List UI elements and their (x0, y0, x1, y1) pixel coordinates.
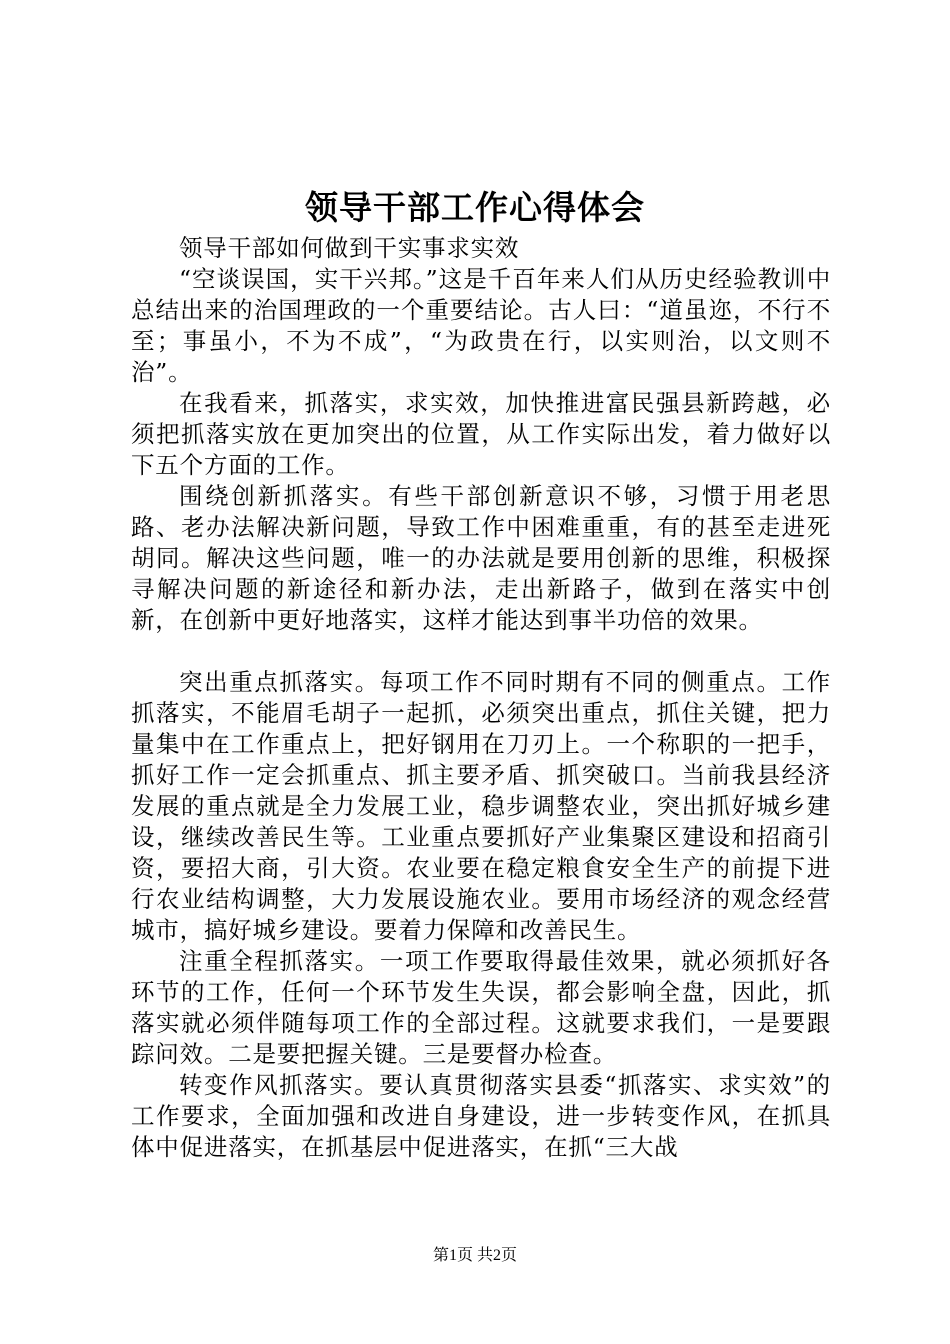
document-title: 领导干部工作心得体会 (305, 188, 645, 227)
paragraph-4: 突出重点抓落实。每项工作不同时期有不同的侧重点。工作抓落实，不能眉毛胡子一起抓，必须突出重点，抓住关键，把力量集中在工作重点上，把好钢用在刀刃上。一个称职的一把手，抓好工作一定会抓重点、抓主要矛盾、抓突破口。当前我县经济发展的重点就是全力发展工业，稳步调整农业，突出抓好城乡建设，继续改善民生等。工业重点要抓好产业集聚区建设和招商引资，要招大商，引大资。农业要在稳定粮食安全生产的前提下进行农业结构调整，大力发展设施农业。要用市场经济的观念经营城市，搞好城乡建设。要着力保障和改善民生。 (131, 668, 831, 944)
paragraph-3: 围绕创新抓落实。有些干部创新意识不够，习惯于用老思路、老办法解决新问题，导致工作中困难重重，有的甚至走进死胡同。解决这些问题，唯一的办法就是要用创新的思维，积极探寻解决问题的新途径和新办法，走出新路子，做到在落实中创新，在创新中更好地落实，这样才能达到事半功倍的效果。 (131, 482, 831, 634)
paragraph-6: 转变作风抓落实。要认真贯彻落实县委“抓落实、求实效”的工作要求，全面加强和改进自身建设，进一步转变作风，在抓具体中促进落实，在抓基层中促进落实，在抓“三大战 (131, 1071, 831, 1161)
paragraph-2: 在我看来，抓落实，求实效，加快推进富民强县新跨越，必须把抓落实放在更加突出的位置，从工作实际出发，着力做好以下五个方面的工作。 (131, 389, 831, 479)
document-body (131, 233, 831, 1163)
paragraph-5: 注重全程抓落实。一项工作要取得最佳效果，就必须抓好各环节的工作，任何一个环节发生失误，都会影响全盘，因此，抓落实就必须伴随每项工作的全部过程。这就要求我们，一是要跟踪问效。二是要把握关键。三是要督办检查。 (131, 947, 831, 1068)
paragraph-1: “空谈误国，实干兴邦。”这是千百年来人们从历史经验教训中总结出来的治国理政的一个重要结论。古人曰：“道虽迩，不行不至；事虽小，不为不成”，“为政贵在行，以实则治，以文则不治”。 (131, 265, 831, 386)
page-footer: 第1页 共2页 (432, 1247, 517, 1264)
document-subtitle: 领导干部如何做到干实事求实效 (179, 234, 520, 262)
